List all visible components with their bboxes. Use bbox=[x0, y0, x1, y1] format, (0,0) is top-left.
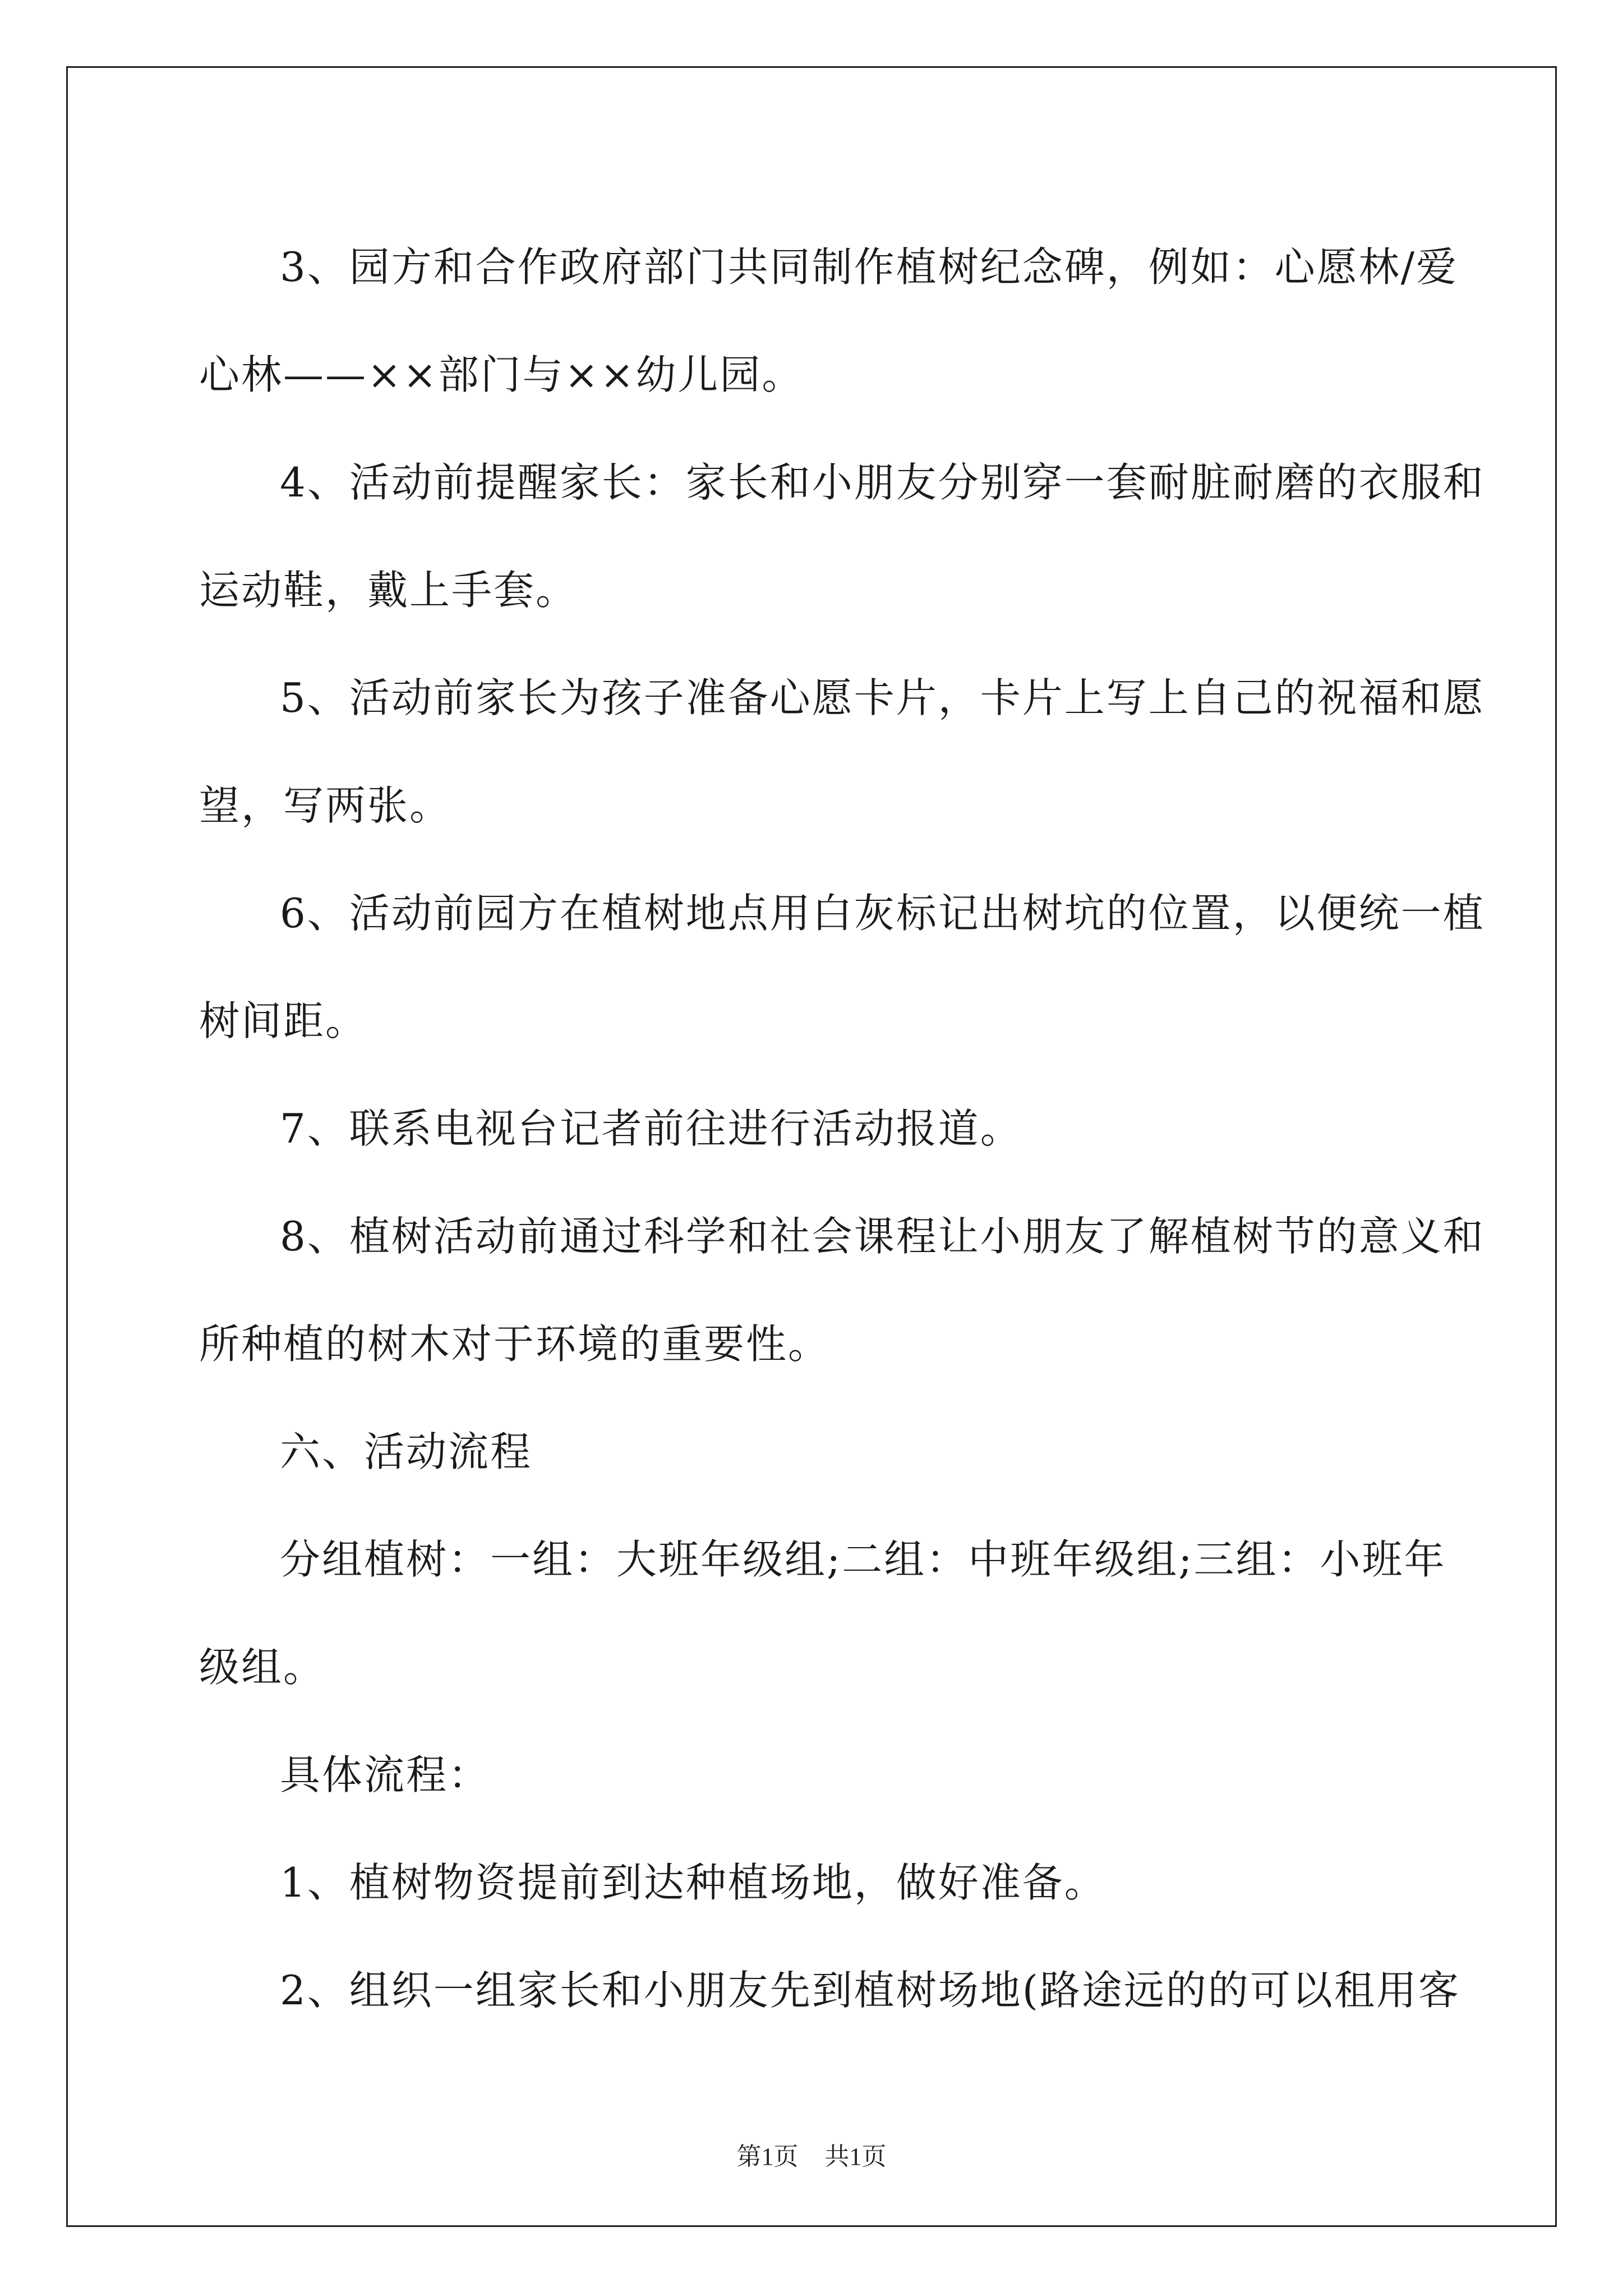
text-line: 3、园方和合作政府部门共同制作植树纪念碑，例如：心愿林/爱 bbox=[280, 243, 1459, 291]
paragraph-grouping bbox=[199, 1506, 1446, 1721]
text-line: 7、联系电视台记者前往进行活动报道。 bbox=[280, 1105, 1022, 1152]
page-footer bbox=[0, 2136, 1623, 2172]
document-body bbox=[199, 213, 1485, 2044]
text-line: 所种植的树木对于环境的重要性。 bbox=[199, 1320, 831, 1368]
paragraph-item-3 bbox=[199, 213, 1459, 429]
paragraph-item-6 bbox=[199, 859, 1485, 1075]
text-line: 望，写两张。 bbox=[199, 782, 452, 829]
text-line: 心林——××部门与××幼儿园。 bbox=[199, 351, 804, 398]
paragraph-item-4 bbox=[199, 429, 1485, 644]
paragraph-item-5 bbox=[199, 644, 1485, 859]
text-line: 级组。 bbox=[199, 1644, 326, 1691]
paragraph-step-1 bbox=[199, 1829, 1433, 1936]
text-line: 运动鞋，戴上手套。 bbox=[199, 567, 578, 614]
text-line: 1、植树物资提前到达种植场地，做好准备。 bbox=[280, 1859, 1106, 1906]
paragraph-process-label bbox=[199, 1721, 1433, 1829]
text-line: 5、活动前家长为孩子准备心愿卡片，卡片上写上自己的祝福和愿 bbox=[280, 674, 1485, 721]
page-total: 共1页 bbox=[824, 2143, 887, 2170]
text-line: 分组植树：一组：大班年级组;二组：中班年级组;三组：小班年 bbox=[280, 1536, 1446, 1583]
text-line: 6、活动前园方在植树地点用白灰标记出树坑的位置，以便统一植 bbox=[280, 890, 1485, 937]
paragraph-item-7 bbox=[199, 1075, 1433, 1182]
text-line: 8、植树活动前通过科学和社会课程让小朋友了解植树节的意义和 bbox=[280, 1213, 1485, 1260]
text-line: 2、组织一组家长和小朋友先到植树场地(路途远的的可以租用客 bbox=[280, 1967, 1460, 2014]
text-line: 4、活动前提醒家长：家长和小朋友分别穿一套耐脏耐磨的衣服和 bbox=[280, 459, 1485, 506]
text-line: 具体流程： bbox=[280, 1751, 491, 1798]
page-number: 第1页 bbox=[736, 2143, 799, 2170]
text-line: 树间距。 bbox=[199, 997, 368, 1045]
paragraph-item-8 bbox=[199, 1182, 1485, 1398]
paragraph-step-2 bbox=[199, 1936, 1460, 2044]
text-line: 六、活动流程 bbox=[280, 1428, 533, 1475]
section-heading bbox=[199, 1398, 1433, 1506]
